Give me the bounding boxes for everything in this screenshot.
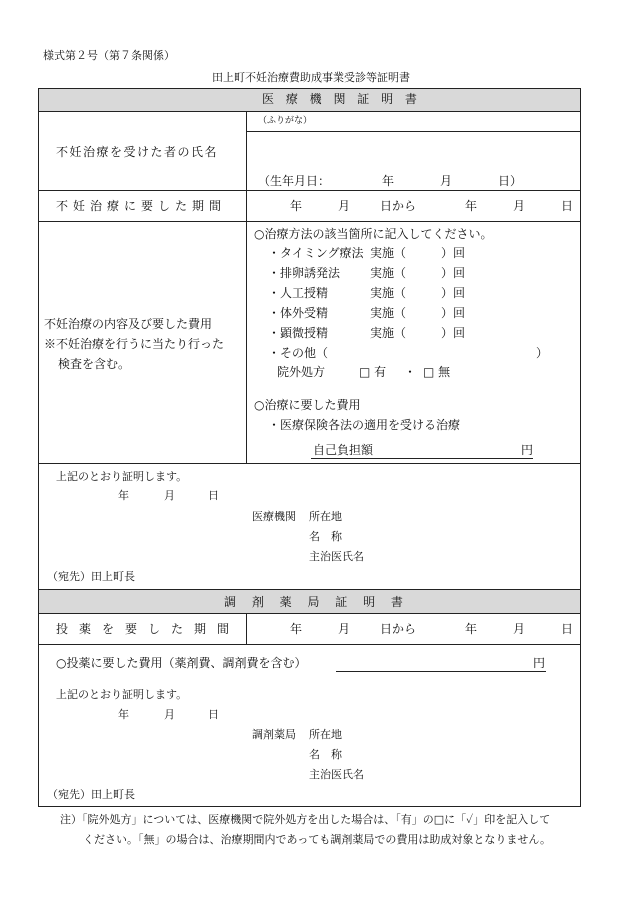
inst-name-label: 名 称 bbox=[309, 530, 342, 543]
method-impl: 実施（ bbox=[370, 326, 407, 340]
birth-label: （生年月日： bbox=[258, 174, 331, 188]
method-instruction: ○治療方法の該当箇所に記入してください。 bbox=[254, 227, 493, 241]
content-note-2: 検査を含む。 bbox=[58, 357, 131, 371]
border bbox=[38, 221, 581, 222]
address-label: 所在地 bbox=[309, 510, 342, 523]
ph-certify-text: 上記のとおり証明します。 bbox=[56, 688, 188, 701]
method-count: ）回 bbox=[441, 306, 466, 320]
birth-day: 日） bbox=[498, 174, 523, 188]
patient-name-label: 不妊治療を受けた者の氏名 bbox=[56, 145, 219, 159]
addressee: （宛先）田上町長 bbox=[47, 570, 135, 583]
rx-yes-checkbox[interactable]: □ 有 bbox=[359, 365, 387, 379]
form-number: 様式第２号（第７条関係） bbox=[43, 49, 175, 62]
birth-month: 月 bbox=[440, 174, 453, 188]
border bbox=[38, 190, 581, 191]
method-count: ）回 bbox=[441, 266, 466, 280]
method-other-open: ・その他（ bbox=[268, 346, 329, 360]
border bbox=[38, 88, 581, 89]
rx-separator: ・ bbox=[404, 365, 417, 379]
border bbox=[38, 463, 581, 464]
border bbox=[38, 111, 581, 112]
ph-cert-year: 年 bbox=[118, 708, 129, 721]
medical-section-header: 医 療 機 関 証 明 書 bbox=[262, 92, 421, 106]
self-pay-yen: 円 bbox=[521, 443, 534, 457]
method-name: ・タイミング療法 bbox=[268, 246, 364, 260]
method-name: ・排卵誘発法 bbox=[268, 266, 341, 280]
method-name: ・体外受精 bbox=[268, 306, 329, 320]
method-impl: 実施（ bbox=[370, 246, 407, 260]
method-name: ・顕微授精 bbox=[268, 326, 329, 340]
border bbox=[246, 613, 247, 644]
period-start-year: 年 bbox=[290, 199, 303, 213]
ph-cert-month: 月 bbox=[164, 708, 175, 721]
method-name: ・人工授精 bbox=[268, 286, 329, 300]
border bbox=[38, 644, 581, 645]
birth-year: 年 bbox=[382, 174, 395, 188]
content-label: 不妊治療の内容及び要した費用 bbox=[44, 317, 213, 331]
border bbox=[246, 111, 247, 464]
treatment-period-label: 不妊治療に要した期間 bbox=[56, 199, 227, 213]
method-impl: 実施（ bbox=[370, 286, 407, 300]
medication-period-label: 投薬を要した期間 bbox=[56, 622, 241, 636]
method-count: ）回 bbox=[441, 246, 466, 260]
insurance-line: ・医療保険各法の適用を受ける治療 bbox=[268, 418, 461, 432]
border bbox=[38, 613, 581, 614]
content-note: ※不妊治療を行うに当たり行った bbox=[44, 337, 225, 351]
ph-period-end-year: 年 bbox=[465, 622, 478, 636]
method-impl: 実施（ bbox=[370, 306, 407, 320]
furigana-divider bbox=[246, 131, 581, 132]
certify-text: 上記のとおり証明します。 bbox=[56, 470, 188, 483]
ph-address-label: 所在地 bbox=[309, 728, 342, 741]
ph-period-end-month: 月 bbox=[513, 622, 526, 636]
method-impl: 実施（ bbox=[370, 266, 407, 280]
furigana-label: （ふりがな） bbox=[258, 116, 313, 126]
self-pay-underline bbox=[311, 458, 533, 459]
cost-heading: ○治療に要した費用 bbox=[254, 398, 361, 412]
ph-period-start-day: 日から bbox=[380, 622, 417, 636]
medication-cost-label: ○投薬に要した費用（薬剤費、調剤費を含む） bbox=[56, 656, 307, 670]
period-start-day: 日から bbox=[380, 199, 417, 213]
ph-period-start-month: 月 bbox=[338, 622, 351, 636]
self-pay-label: 自己負担額 bbox=[313, 443, 374, 457]
border bbox=[38, 806, 581, 807]
ph-addressee: （宛先）田上町長 bbox=[47, 788, 135, 801]
period-end-year: 年 bbox=[465, 199, 478, 213]
page-title: 田上町不妊治療費助成事業受診等証明書 bbox=[212, 71, 410, 84]
institution-label: 医療機関 bbox=[252, 510, 296, 523]
ph-period-end-day: 日 bbox=[561, 622, 574, 636]
cert-year: 年 bbox=[118, 489, 129, 502]
border bbox=[580, 88, 581, 807]
period-end-month: 月 bbox=[513, 199, 526, 213]
method-other-close: ） bbox=[536, 346, 549, 360]
pharmacy-section-header: 調 剤 薬 局 証 明 書 bbox=[224, 595, 409, 609]
footnote-line-1: 注）「院外処方」については、医療機関で院外処方を出した場合は、「有」の□に「✓」印を記入して bbox=[60, 813, 551, 826]
cert-day: 日 bbox=[208, 489, 219, 502]
method-count: ）回 bbox=[441, 326, 466, 340]
pharmacy-label: 調剤薬局 bbox=[252, 728, 296, 741]
doctor-label: 主治医氏名 bbox=[309, 550, 364, 563]
ph-name-label: 名 称 bbox=[309, 748, 342, 761]
ph-doctor-label: 主治医氏名 bbox=[309, 768, 364, 781]
period-end-day: 日 bbox=[561, 199, 574, 213]
period-start-month: 月 bbox=[338, 199, 351, 213]
rx-no-checkbox[interactable]: □ 無 bbox=[423, 365, 451, 379]
ph-period-start-year: 年 bbox=[290, 622, 303, 636]
medication-cost-yen: 円 bbox=[533, 656, 546, 670]
outside-prescription-label: 院外処方 bbox=[277, 365, 326, 379]
cert-month: 月 bbox=[164, 489, 175, 502]
border bbox=[38, 88, 39, 807]
ph-cert-day: 日 bbox=[208, 708, 219, 721]
medication-cost-underline bbox=[336, 671, 546, 672]
footnote-line-2: ください。「無」の場合は、治療期間内であっても調剤薬局での費用は助成対象となりません。 bbox=[83, 833, 552, 846]
method-count: ）回 bbox=[441, 286, 466, 300]
